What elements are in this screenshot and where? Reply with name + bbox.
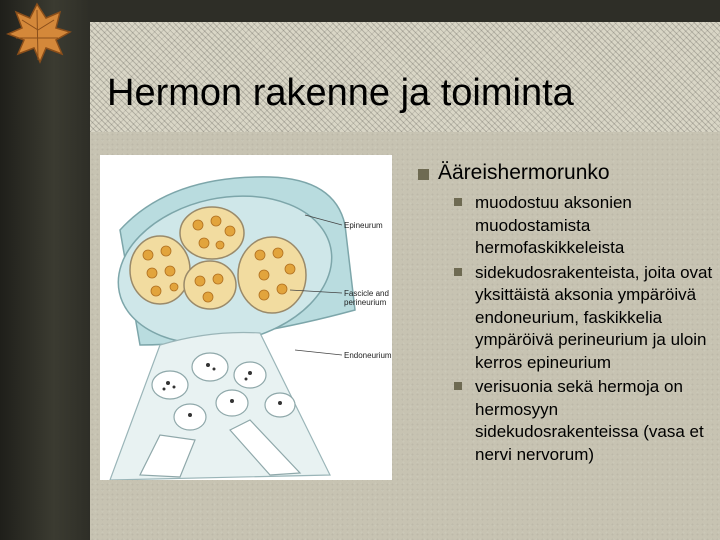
figure-label-endoneurium: Endoneurium: [344, 351, 392, 360]
figure-label-fascicle-line1: Fascicle and: [344, 289, 389, 298]
left-frame: [0, 0, 90, 540]
sub-bullet-item: [454, 376, 713, 466]
bullet-text: Ääreishermorunko: [438, 161, 610, 184]
sub-bullet-item: [454, 262, 713, 375]
bullet-item: [418, 160, 713, 186]
sub-bullet-item: [454, 192, 713, 260]
slide-title: Hermon rakenne ja toiminta: [107, 72, 574, 114]
sub-bullet-text: sidekudosrakenteista, joita ovat yksittäistä aksonia ympäröivä endoneurium, faskikkelia ympäröivä perineurium ja uloin kerros epineurium: [475, 262, 713, 372]
autumn-leaf-icon: [2, 0, 72, 66]
nerve-structure-figure: [100, 155, 392, 480]
bullet-list: [418, 160, 713, 468]
sub-bullet-text: verisuonia sekä hermoja on hermosyyn sidekudosrakenteissa (vasa et nervi nervorum): [475, 377, 704, 464]
square-bullet-icon: [454, 198, 462, 206]
square-bullet-icon: [418, 169, 429, 180]
nerve-illustration: [100, 155, 392, 480]
sub-bullet-text: muodostuu aksonien muodostamista hermofaskikkeleista: [475, 193, 632, 257]
square-bullet-icon: [454, 382, 462, 390]
figure-label-fascicle: [344, 289, 389, 307]
sub-bullet-list: [454, 192, 713, 466]
figure-label-fascicle-line2: perineurium: [344, 298, 387, 307]
figure-label-epineurum: Epineurum: [344, 221, 383, 230]
square-bullet-icon: [454, 268, 462, 276]
top-frame: [0, 0, 720, 22]
